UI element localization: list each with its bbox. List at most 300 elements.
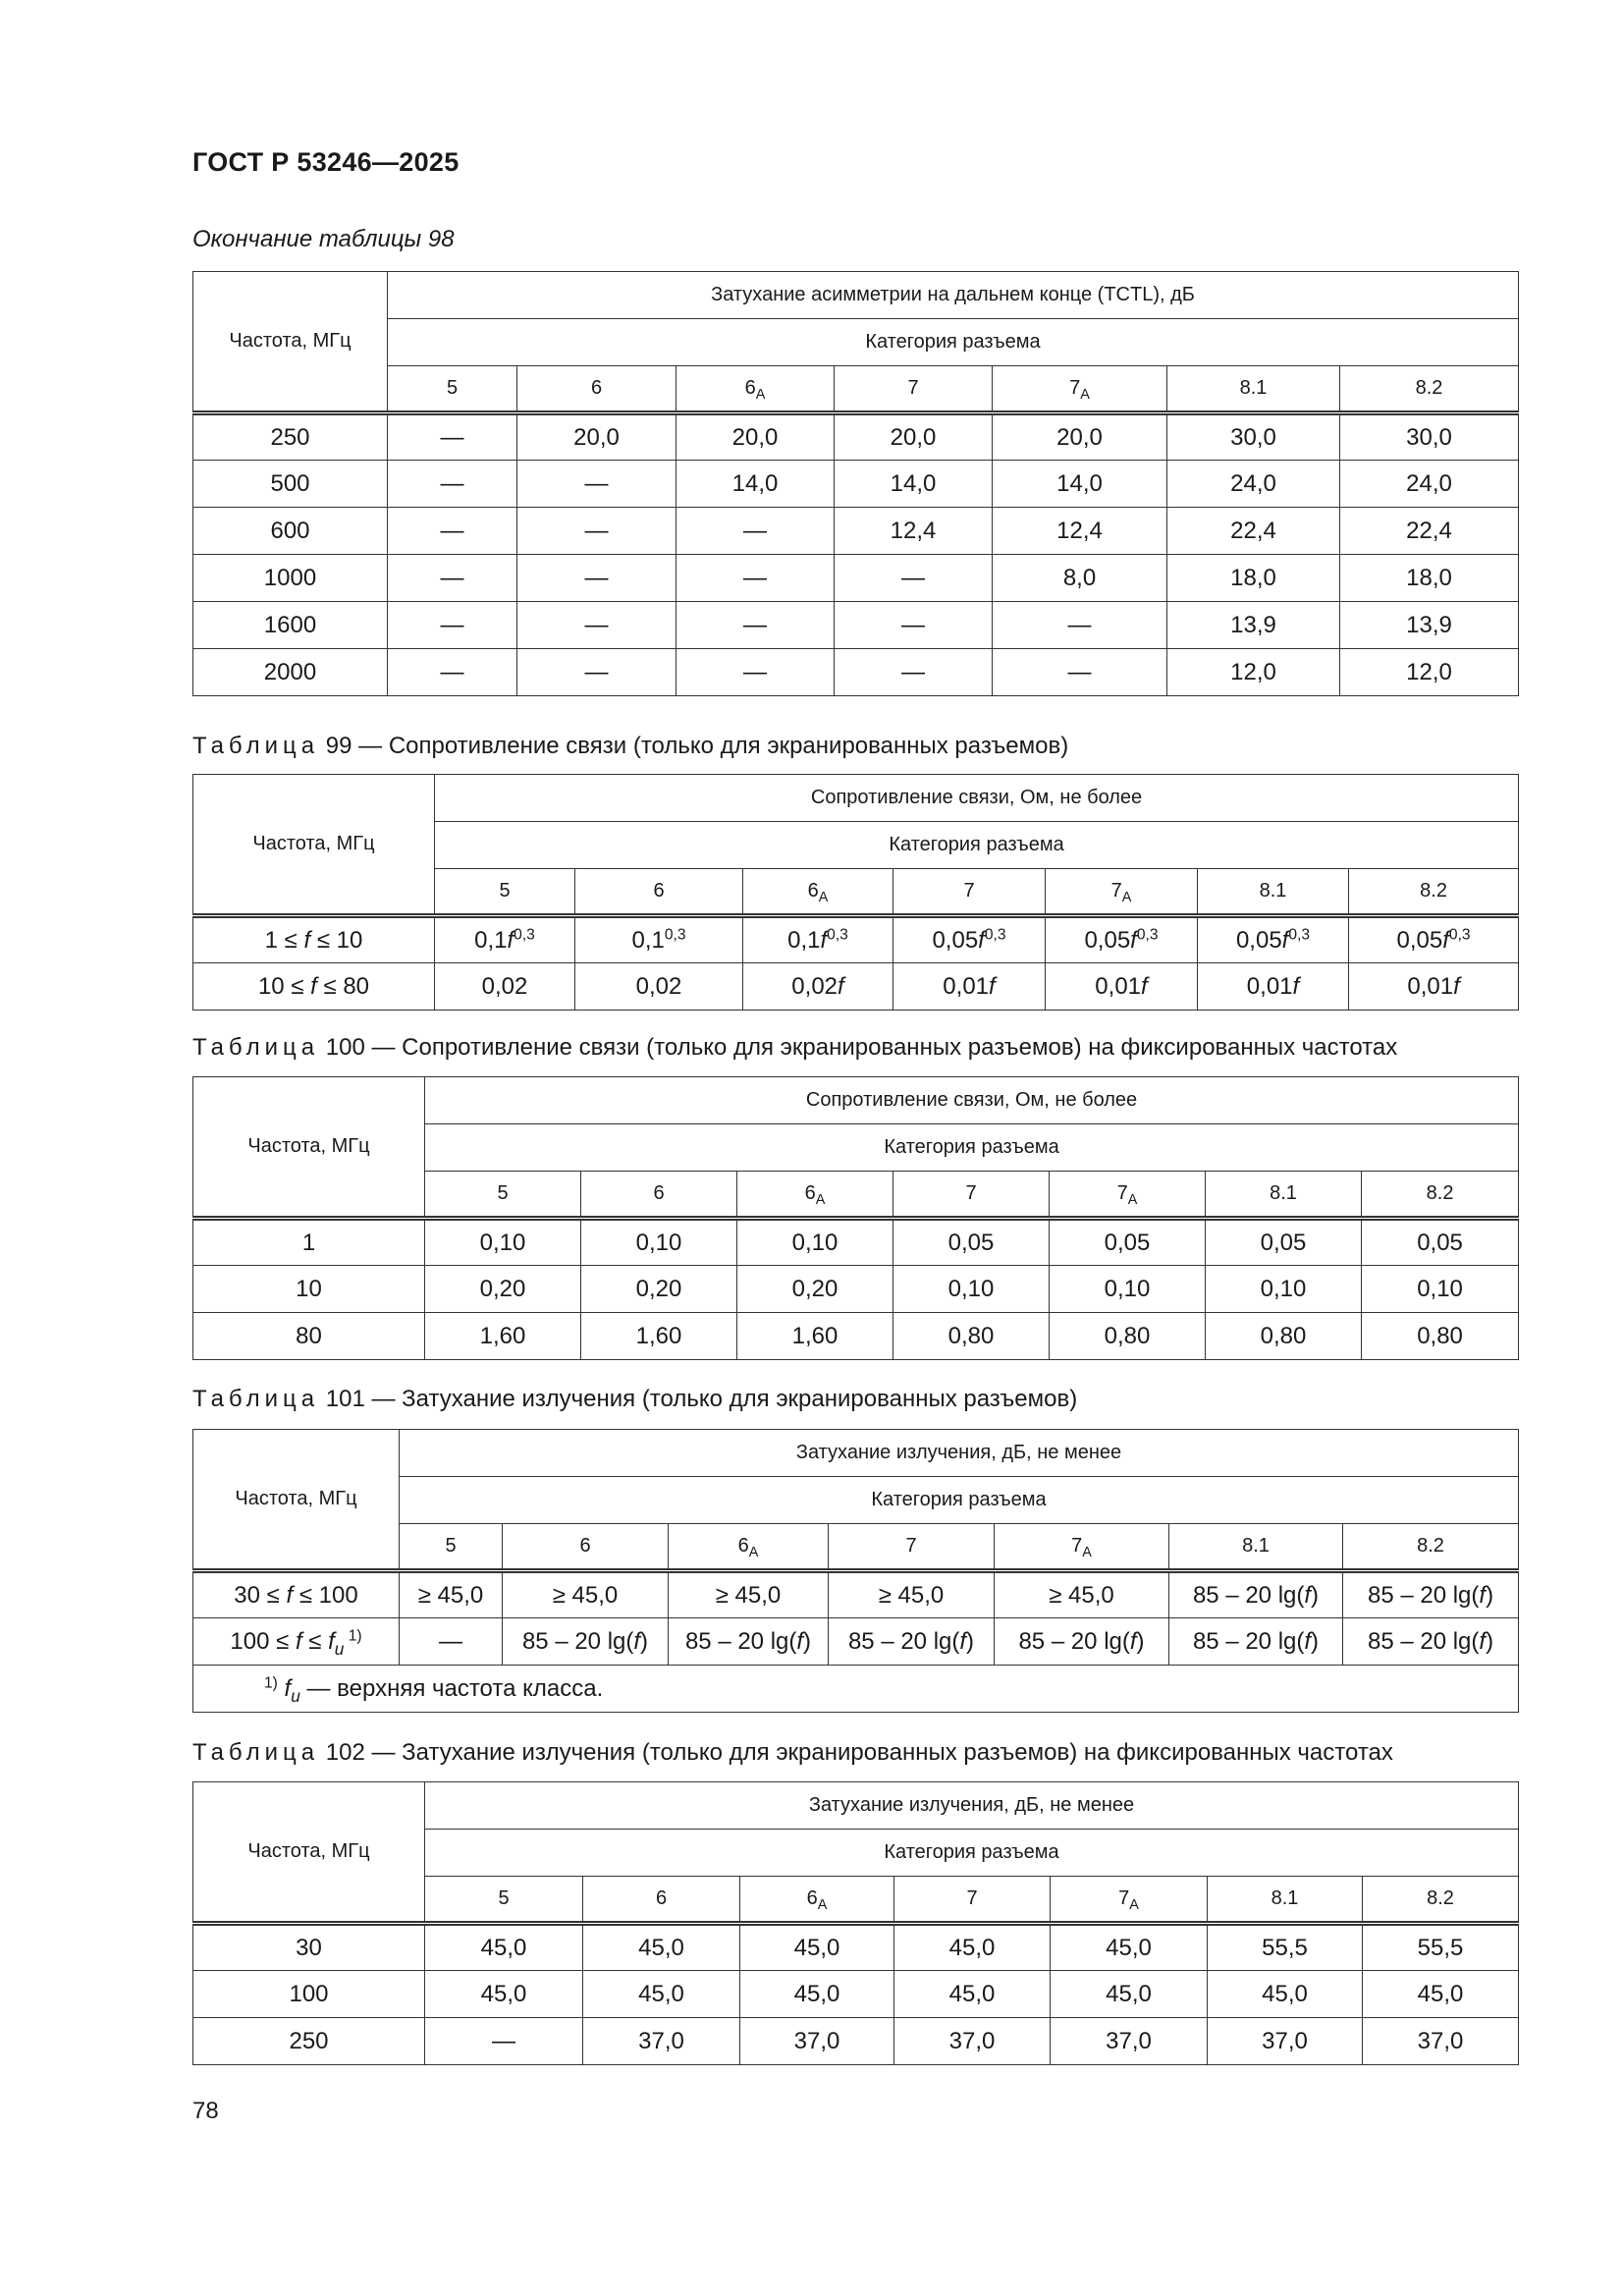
category-column-header	[575, 869, 743, 916]
text-part: )	[1486, 1581, 1494, 1609]
frequency-header: Частота, МГц	[193, 272, 388, 413]
value-cell: 45,0	[1363, 1971, 1519, 2018]
text-part: f	[989, 972, 996, 1000]
category-column-header	[1340, 366, 1519, 413]
frequency-cell: 30	[193, 1924, 425, 1971]
frequency-cell: 600	[193, 508, 388, 555]
category-column-header	[581, 1172, 737, 1219]
value-cell: —	[388, 649, 517, 696]
text-part: f	[295, 1627, 302, 1655]
category-label: 6	[655, 1887, 668, 1909]
frequency-header: Частота, МГц	[193, 1077, 425, 1219]
group-header: Затухание излучения, дБ, не менее	[400, 1430, 1519, 1477]
frequency-cell: 1600	[193, 602, 388, 649]
text-part: ≥ 45,0	[878, 1581, 945, 1609]
text-part: f	[328, 1627, 335, 1655]
table-row	[193, 963, 1519, 1011]
text-part: 1 ≤	[264, 926, 304, 954]
superscript: 0,3	[664, 925, 686, 943]
value-cell: —	[676, 508, 835, 555]
value-cell: —	[676, 602, 835, 649]
value-cell: —	[388, 508, 517, 555]
text-part: 85 – 20 lg(	[1192, 1627, 1305, 1655]
frequency-cell: 10	[193, 1266, 425, 1313]
value-cell: 12,0	[1340, 649, 1519, 696]
category-header: Категория разъема	[400, 1477, 1519, 1524]
table-101-caption: Таблица 101 — Затухание излучения (только для экранированных разъемов)	[192, 1386, 1078, 1412]
value-cell: —	[388, 413, 517, 461]
value-cell: 37,0	[894, 2018, 1051, 2065]
category-label: 8.1	[1271, 1887, 1299, 1909]
text-part: f	[1292, 972, 1300, 1000]
value-cell: —	[835, 649, 993, 696]
category-label: 5	[498, 1887, 510, 1909]
value-cell: —	[388, 555, 517, 602]
category-label: 6	[653, 1182, 665, 1204]
superscript: 1)	[264, 1673, 278, 1691]
category-subscript: A	[1129, 1897, 1139, 1914]
text-part: )	[966, 1627, 975, 1655]
value-cell: —	[425, 2018, 583, 2065]
table-row	[193, 1266, 1519, 1313]
value-cell: 20,0	[517, 413, 676, 461]
frequency-cell	[193, 1571, 400, 1618]
value-cell: 1,60	[737, 1313, 893, 1360]
text-part: 10 ≤	[257, 972, 311, 1000]
value-cell: 45,0	[1051, 1924, 1208, 1971]
text-part: )	[1136, 1627, 1145, 1655]
text-part: 85 – 20 lg(	[521, 1627, 634, 1655]
value-cell: 0,10	[893, 1266, 1050, 1313]
page-number: 78	[192, 2098, 219, 2124]
category-label: 8.1	[1259, 880, 1287, 902]
value-cell: 37,0	[1051, 2018, 1208, 2065]
table-footnote	[193, 1666, 1519, 1713]
value-cell: 0,10	[1050, 1266, 1206, 1313]
value-cell: 22,4	[1167, 508, 1340, 555]
table-continuation-caption: Окончание таблицы 98	[192, 226, 455, 252]
value-cell	[1349, 963, 1519, 1011]
text-part: 85 – 20 lg(	[1367, 1627, 1480, 1655]
value-cell: —	[388, 461, 517, 508]
superscript: 0,3	[514, 925, 535, 943]
category-column-header	[1050, 1172, 1206, 1219]
document-id: ГОСТ Р 53246—2025	[192, 147, 460, 177]
category-column-header	[893, 1172, 1050, 1219]
table-row	[193, 413, 1519, 461]
text-part: f	[1304, 1627, 1312, 1655]
category-label: 6	[807, 880, 819, 902]
category-column-header	[400, 1524, 503, 1571]
value-cell	[400, 1618, 503, 1666]
frequency-cell	[193, 963, 435, 1011]
value-cell: 30,0	[1340, 413, 1519, 461]
frequency-cell	[193, 1618, 400, 1666]
category-column-header	[737, 1172, 893, 1219]
value-cell	[503, 1618, 669, 1666]
value-cell: 14,0	[676, 461, 835, 508]
text-part: f	[303, 926, 311, 954]
category-header: Категория разъема	[435, 822, 1519, 869]
value-cell: 45,0	[425, 1971, 583, 2018]
text-part: 0,05	[1235, 926, 1282, 954]
value-cell: 12,0	[1167, 649, 1340, 696]
frequency-header: Частота, МГц	[193, 1782, 425, 1924]
value-cell: —	[993, 649, 1167, 696]
value-cell	[829, 1618, 995, 1666]
value-cell: —	[835, 555, 993, 602]
frequency-header: Частота, МГц	[193, 1430, 400, 1571]
value-cell: 37,0	[740, 2018, 894, 2065]
value-cell	[1046, 916, 1198, 963]
text-part: f	[284, 1674, 292, 1702]
category-label: 7	[1110, 880, 1122, 902]
category-column-header	[1167, 366, 1340, 413]
value-cell	[995, 1571, 1169, 1618]
table-row	[193, 2018, 1519, 2065]
text-part: f	[633, 1627, 641, 1655]
value-cell: 0,20	[737, 1266, 893, 1313]
text-part: 0,05	[1084, 926, 1131, 954]
value-cell: 20,0	[835, 413, 993, 461]
table-101	[192, 1429, 1519, 1713]
table-row	[193, 916, 1519, 963]
value-cell: —	[517, 555, 676, 602]
category-column-header	[894, 1877, 1051, 1924]
value-cell: —	[517, 602, 676, 649]
table-100-caption: Таблица 100 — Сопротивление связи (только для экранированных разъемов) на фиксированных частотах	[192, 1034, 1398, 1061]
group-header: Сопротивление связи, Ом, не более	[425, 1077, 1519, 1124]
value-cell	[503, 1571, 669, 1618]
value-cell	[893, 916, 1046, 963]
category-column-header	[995, 1524, 1169, 1571]
text-part	[278, 1675, 285, 1702]
text-part: 0,02	[635, 972, 682, 1000]
value-cell: 37,0	[1363, 2018, 1519, 2065]
category-label: 7	[966, 1887, 978, 1909]
text-part: )	[640, 1627, 649, 1655]
value-cell: —	[993, 602, 1167, 649]
category-column-header	[1362, 1172, 1519, 1219]
subscript: u	[291, 1685, 300, 1706]
value-cell: 0,10	[737, 1219, 893, 1266]
table-row	[193, 1571, 1519, 1618]
value-cell	[1198, 963, 1349, 1011]
value-cell: 0,05	[893, 1219, 1050, 1266]
table-row	[193, 1313, 1519, 1360]
value-cell	[1046, 963, 1198, 1011]
value-cell: 18,0	[1167, 555, 1340, 602]
category-column-header	[1046, 869, 1198, 916]
text-part: 0,1	[474, 926, 508, 954]
value-cell: 45,0	[740, 1971, 894, 2018]
text-part: 30 ≤	[234, 1581, 287, 1609]
text-part: 85 – 20 lg(	[1192, 1581, 1305, 1609]
value-cell: 45,0	[894, 1924, 1051, 1971]
value-cell: 45,0	[894, 1971, 1051, 2018]
value-cell: 0,05	[1206, 1219, 1362, 1266]
text-part: ≥ 45,0	[417, 1581, 484, 1609]
category-subscript: A	[755, 387, 766, 404]
value-cell: —	[517, 508, 676, 555]
category-column-header	[388, 366, 517, 413]
text-part: f	[796, 1627, 804, 1655]
table-row	[193, 461, 1519, 508]
value-cell	[1169, 1618, 1343, 1666]
text-part: f	[1141, 972, 1148, 1000]
value-cell	[669, 1618, 829, 1666]
value-cell	[995, 1618, 1169, 1666]
value-cell	[829, 1571, 995, 1618]
category-subscript: A	[815, 1192, 826, 1209]
category-label: 8.1	[1270, 1182, 1297, 1204]
category-column-header	[425, 1877, 583, 1924]
value-cell: 0,80	[1050, 1313, 1206, 1360]
text-part: 0,01	[1246, 972, 1293, 1000]
category-column-header	[1169, 1524, 1343, 1571]
category-column-header	[1051, 1877, 1208, 1924]
frequency-cell: 2000	[193, 649, 388, 696]
value-cell: 20,0	[993, 413, 1167, 461]
text-part: 0,02	[481, 972, 528, 1000]
value-cell: 13,9	[1167, 602, 1340, 649]
category-column-header	[740, 1877, 894, 1924]
text-part: f	[820, 926, 828, 954]
text-part: f	[286, 1581, 294, 1609]
value-cell: 24,0	[1167, 461, 1340, 508]
category-column-header	[1349, 869, 1519, 916]
category-header: Категория разъема	[425, 1124, 1519, 1172]
category-label: 7	[1118, 1887, 1130, 1909]
category-column-header	[1208, 1877, 1363, 1924]
category-column-header	[425, 1172, 581, 1219]
value-cell	[575, 916, 743, 963]
value-cell: 1,60	[581, 1313, 737, 1360]
category-subscript: A	[1082, 1545, 1092, 1561]
category-label: 6	[590, 377, 603, 399]
value-cell: 0,20	[425, 1266, 581, 1313]
frequency-cell	[193, 916, 435, 963]
text-part: 0,1	[787, 926, 821, 954]
text-part: 85 – 20 lg(	[1018, 1627, 1130, 1655]
superscript: 0,3	[1448, 925, 1471, 943]
value-cell: 0,80	[1362, 1313, 1519, 1360]
text-part: ≤ 10	[310, 926, 363, 954]
group-header: Затухание асимметрии на дальнем конце (TCTL), дБ	[388, 272, 1519, 319]
value-cell: 45,0	[1051, 1971, 1208, 2018]
text-part: f	[838, 972, 844, 1000]
text-part: 0,01	[943, 972, 990, 1000]
category-column-header	[1198, 869, 1349, 916]
value-cell	[1343, 1618, 1519, 1666]
table-row	[193, 1971, 1519, 2018]
frequency-cell: 100	[193, 1971, 425, 2018]
category-column-header	[1343, 1524, 1519, 1571]
value-cell: 18,0	[1340, 555, 1519, 602]
value-cell: —	[517, 649, 676, 696]
table-99-caption: Таблица 99 — Сопротивление связи (только для экранированных разъемов)	[192, 733, 1069, 759]
table-row	[193, 555, 1519, 602]
table-100	[192, 1076, 1519, 1360]
table-102-caption: Таблица 102 — Затухание излучения (только для экранированных разъемов) на фиксированных частотах	[192, 1739, 1393, 1766]
text-part: f	[1281, 926, 1289, 954]
value-cell: 0,10	[425, 1219, 581, 1266]
category-column-header	[829, 1524, 995, 1571]
category-label: 7	[1069, 377, 1081, 399]
category-label: 6	[653, 880, 665, 902]
value-cell: 13,9	[1340, 602, 1519, 649]
category-subscript: A	[1121, 890, 1132, 906]
text-part: —	[439, 1627, 462, 1655]
frequency-cell: 1	[193, 1219, 425, 1266]
category-label: 7	[965, 1182, 977, 1204]
category-column-header	[893, 869, 1046, 916]
category-label: 6	[744, 377, 756, 399]
value-cell	[1169, 1571, 1343, 1618]
value-cell	[743, 916, 893, 963]
value-cell: —	[388, 602, 517, 649]
category-label: 6	[579, 1535, 591, 1557]
value-cell: 45,0	[740, 1924, 894, 1971]
value-cell: 0,10	[1206, 1266, 1362, 1313]
value-cell: 0,10	[581, 1219, 737, 1266]
text-part: 85 – 20 lg(	[847, 1627, 960, 1655]
category-column-header	[517, 366, 676, 413]
text-part: f	[978, 926, 985, 954]
table-row	[193, 602, 1519, 649]
text-part: )	[1311, 1627, 1320, 1655]
value-cell: —	[517, 461, 676, 508]
value-cell: —	[835, 602, 993, 649]
value-cell: 45,0	[425, 1924, 583, 1971]
group-header: Затухание излучения, дБ, не менее	[425, 1782, 1519, 1830]
category-column-header	[1206, 1172, 1362, 1219]
table-99	[192, 774, 1519, 1011]
value-cell: 22,4	[1340, 508, 1519, 555]
category-label: 8.1	[1239, 377, 1268, 399]
text-part: f	[1442, 926, 1449, 954]
value-cell: 0,10	[1362, 1266, 1519, 1313]
superscript: 0,3	[827, 925, 848, 943]
value-cell	[1349, 916, 1519, 963]
superscript: 0,3	[1136, 925, 1159, 943]
text-part: ≥ 45,0	[715, 1581, 782, 1609]
text-part: 0,01	[1095, 972, 1142, 1000]
value-cell: 1,60	[425, 1313, 581, 1360]
category-column-header	[743, 869, 893, 916]
value-cell	[1198, 916, 1349, 963]
category-column-header	[993, 366, 1167, 413]
text-part: 100 ≤	[230, 1627, 296, 1655]
category-subscript: A	[818, 890, 829, 906]
text-part: f	[1479, 1581, 1487, 1609]
value-cell: 0,80	[893, 1313, 1050, 1360]
category-label: 7	[905, 1535, 917, 1557]
text-part: ≤	[301, 1627, 329, 1655]
category-label: 6	[737, 1535, 749, 1557]
text-part: )	[1486, 1627, 1494, 1655]
value-cell: 45,0	[583, 1971, 740, 2018]
value-cell: 14,0	[993, 461, 1167, 508]
category-column-header	[503, 1524, 669, 1571]
value-cell: 8,0	[993, 555, 1167, 602]
value-cell: —	[676, 555, 835, 602]
table-row	[193, 649, 1519, 696]
text-part: )	[803, 1627, 812, 1655]
category-column-header	[835, 366, 993, 413]
category-column-header	[1363, 1877, 1519, 1924]
category-label: 6	[804, 1182, 816, 1204]
value-cell	[575, 963, 743, 1011]
text-part: — верхняя частота класса.	[299, 1674, 604, 1702]
text-part: 0,05	[1396, 926, 1443, 954]
category-label: 8.2	[1426, 1182, 1454, 1204]
category-subscript: A	[1127, 1192, 1138, 1209]
text-part: 85 – 20 lg(	[1367, 1581, 1480, 1609]
table-row	[193, 1219, 1519, 1266]
text-part: 85 – 20 lg(	[684, 1627, 797, 1655]
value-cell	[669, 1571, 829, 1618]
value-cell: 12,4	[993, 508, 1167, 555]
value-cell	[743, 963, 893, 1011]
frequency-header: Частота, МГц	[193, 775, 435, 916]
value-cell: 0,20	[581, 1266, 737, 1313]
frequency-cell: 250	[193, 2018, 425, 2065]
value-cell: 0,05	[1050, 1219, 1206, 1266]
superscript: 1)	[344, 1626, 362, 1644]
table-row	[193, 508, 1519, 555]
text-part: f	[1304, 1581, 1312, 1609]
value-cell: 12,4	[835, 508, 993, 555]
table-row	[193, 1924, 1519, 1971]
value-cell	[893, 963, 1046, 1011]
table-102	[192, 1781, 1519, 2065]
text-part: 0,1	[631, 926, 665, 954]
table-98	[192, 271, 1519, 696]
frequency-cell: 250	[193, 413, 388, 461]
text-part: f	[959, 1627, 967, 1655]
value-cell: —	[676, 649, 835, 696]
category-label: 7	[1071, 1535, 1083, 1557]
text-part: f	[1453, 972, 1460, 1000]
text-part: f	[507, 926, 514, 954]
category-label: 8.2	[1417, 1535, 1444, 1557]
value-cell	[435, 916, 575, 963]
value-cell: 45,0	[583, 1924, 740, 1971]
value-cell: 37,0	[583, 2018, 740, 2065]
text-part: f	[1129, 1627, 1137, 1655]
category-column-header	[435, 869, 575, 916]
category-label: 5	[499, 880, 511, 902]
superscript: 0,3	[984, 925, 1006, 943]
category-label: 8.1	[1242, 1535, 1270, 1557]
value-cell: 30,0	[1167, 413, 1340, 461]
text-part: f	[1479, 1627, 1487, 1655]
text-part: 0,01	[1407, 972, 1454, 1000]
value-cell: 55,5	[1208, 1924, 1363, 1971]
category-label: 5	[497, 1182, 509, 1204]
superscript: 0,3	[1288, 925, 1311, 943]
category-subscript: A	[817, 1897, 828, 1914]
category-label: 8.2	[1415, 377, 1443, 399]
text-part: ≥ 45,0	[552, 1581, 619, 1609]
text-part: ≤ 80	[316, 972, 370, 1000]
category-label: 6	[806, 1887, 818, 1909]
value-cell: 55,5	[1363, 1924, 1519, 1971]
text-part: f	[1130, 926, 1137, 954]
value-cell	[1343, 1571, 1519, 1618]
category-subscript: A	[1080, 387, 1090, 404]
